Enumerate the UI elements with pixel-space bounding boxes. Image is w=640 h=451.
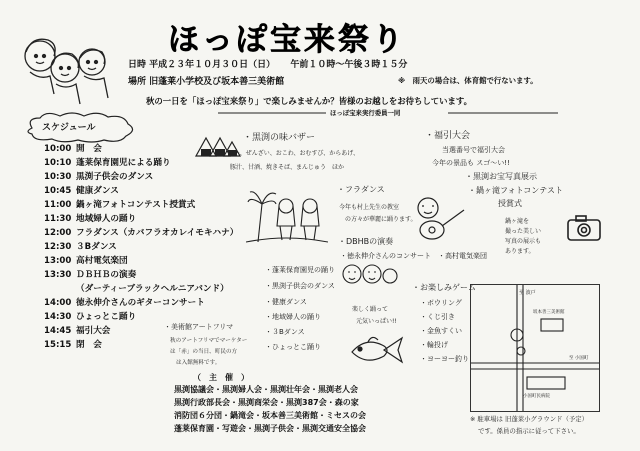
guitarist-illustration [410, 194, 466, 242]
schedule-event: 開 会 [76, 144, 102, 154]
sponsor-line: 消防団６分団・鍋滝会・坂本善三美術館・ミセスの会 [174, 411, 366, 420]
schedule-event: 健康ダンス [76, 186, 119, 196]
schedule-time: 13:00 [44, 256, 72, 266]
schedule-title: スケジュール [42, 123, 96, 133]
schedule-row [44, 240, 117, 252]
music-line2: ・徳永伸介さんのコンサート ・高村電気楽団 [340, 252, 487, 260]
game-item: ・輪投げ [420, 341, 448, 349]
dance-item: ・地域婦人の踊り [265, 313, 321, 321]
schedule-time: 14:30 [44, 312, 72, 322]
date-label: 日時 [128, 60, 147, 70]
schedule-row [44, 268, 136, 280]
photo-exhibit-line: ・黒渕お宝写真展示 [465, 172, 537, 181]
photo-note2: 撮った美しい [505, 228, 542, 235]
hula-line1: 今年も村上先生の教室 [339, 204, 400, 211]
schedule-event: フラダンス（カバフラオカレイモキハナ） [76, 228, 239, 238]
schedule-event: 鍋ヶ滝フォトコンテスト授賞式 [76, 200, 196, 210]
schedule-time: 15:15 [44, 340, 72, 350]
bazaar-line1: ガー、ぜんざい、おこわ、おむすび、からあげ、 [228, 150, 360, 157]
schedule-row [44, 226, 238, 238]
lottery-title: ・福引大会 [425, 131, 471, 141]
dancing-children-illustration [340, 262, 400, 294]
photo-note1: 鍋ヶ滝を [505, 218, 530, 225]
bazaar-line2: 豚汁、甘酒、焼きそば、まんじゅう ほか [230, 164, 345, 171]
schedule-time: 11:00 [44, 200, 72, 210]
museum-title: ・美術館アートフリマ [164, 323, 234, 331]
sponsor-line: 黒渕協議会・黒渕婦人会・黒渕壮年会・黒渕老人会 [174, 385, 358, 394]
schedule-row [44, 338, 102, 350]
camera-icon [566, 214, 602, 242]
schedule-event: 蓬莱保育園児による踊り [76, 158, 171, 168]
schedule-event: 福引大会 [76, 326, 111, 336]
schedule-event: （ダーティーブラックヘルニアバンド） [76, 284, 229, 294]
dance-bubble-line2: 元気いっぱい!! [356, 318, 397, 325]
schedule-event: ひょっとこ踊り [76, 312, 137, 322]
dance-item: ・蓬莱保育園児の踊り [265, 266, 335, 274]
lottery-line1: 当選番号で福引大会 [442, 146, 505, 154]
photo-contest-line: ・鍋ヶ滝フォトコンテスト [468, 186, 563, 195]
schedule-time: 10:10 [44, 158, 72, 168]
venue-label: 場所 [128, 77, 147, 87]
schedule-row [44, 170, 153, 182]
photo-award-line: 授賞式 [498, 199, 522, 208]
museum-line1: 秋のアートフリマでマーケター [170, 338, 248, 344]
parking-line1: ※ 駐車場は 旧蓬莱小グラウンド（予定） [470, 415, 589, 423]
schedule-row [44, 156, 171, 168]
organizer-text: ほっぽ宝来実行委員一同 [330, 109, 401, 117]
children-illustration [10, 28, 120, 110]
schedule-time: 12:30 [44, 242, 72, 252]
map-label-museum: 坂本善三美術館 [533, 310, 565, 315]
schedule-row [44, 212, 136, 224]
invitation-text: 秋の一日を「ほっぽ宝来祭り」で楽しみませんか？皆様のお越しをお待ちしています。 [146, 96, 472, 106]
photo-note4: あります。 [505, 248, 535, 255]
sponsor-line: 蓬莱保育園・写遊会・黒渕子供会・黒渕交通安全協会 [174, 424, 366, 433]
game-item: ・ヨーヨー釣り [420, 355, 469, 363]
organizer-rule [218, 110, 558, 116]
event-venue: 旧蓬莱小学校及び坂本善三美術館 [149, 77, 285, 87]
schedule-time: 14:00 [44, 298, 72, 308]
game-item: ・金魚すくい [420, 327, 462, 335]
museum-line2: は「赤」の当日、町民の方 [170, 349, 238, 355]
game-item: ・くじ引き [420, 313, 455, 321]
event-time: 午前１０時〜午後３時１５分 [290, 60, 408, 70]
event-date: 平成２３年１０月３０日（日） [149, 60, 276, 70]
sponsor-line: 黒渕行政部長会・黒渕商栄会・黒渕387会・森の家 [174, 398, 359, 407]
schedule-row [44, 296, 205, 308]
schedule-row [44, 142, 102, 154]
goldfish-illustration [344, 330, 406, 370]
rain-note: ※ 雨天の場合は、体育館で行ないます。 [398, 76, 538, 85]
bazaar-title: ・黒渕の味バザー [243, 133, 316, 143]
map-label-east: 至 小国町 [569, 356, 589, 361]
schedule-time: 13:30 [44, 270, 72, 280]
schedule-event: 徳永伸介さんのギターコンサート [76, 298, 205, 308]
photo-note3: 写真の展示も [505, 238, 542, 245]
schedule-time: 12:00 [44, 228, 72, 238]
hula-title: ・フラダンス [337, 185, 385, 194]
schedule-event: ３Bダンス [76, 242, 117, 252]
schedule-event: 黒渕子供会のダンス [76, 172, 154, 182]
schedule-time: 14:45 [44, 326, 72, 336]
schedule-row [44, 310, 136, 322]
game-item: ・ボウリング [420, 299, 462, 307]
schedule-time: 10:45 [44, 186, 72, 196]
music-line1: ・DBHBの演奏 [338, 237, 394, 246]
schedule-event: ＤＢＨＢの演奏 [76, 270, 137, 280]
flyer-title: ほっぽ宝来祭り [168, 22, 406, 58]
access-map [470, 284, 600, 412]
schedule-event: 閉 会 [76, 340, 102, 350]
schedule-row [44, 184, 119, 196]
parking-line2: です。係員の指示に従って下さい。 [478, 427, 580, 435]
schedule-row [44, 198, 195, 210]
dance-item: ・黒渕子供会のダンス [265, 282, 335, 290]
map-label-north: 至 波戸 [519, 290, 536, 296]
hula-dancers-illustration [246, 180, 328, 246]
schedule-time: 10:30 [44, 172, 72, 182]
schedule-row [44, 282, 229, 294]
schedule-event: 高村電気楽団 [76, 256, 128, 266]
games-title: ・お楽しみゲーム [412, 283, 476, 292]
dance-item: ・健康ダンス [265, 298, 307, 306]
schedule-time: 11:30 [44, 214, 72, 224]
schedule-time: 10:00 [44, 144, 72, 154]
schedule-row [44, 254, 128, 266]
hula-line2: の方々が華麗に踊ります。 [345, 216, 417, 223]
schedule-row [44, 324, 110, 336]
map-label-hospital: 小国町民病院 [523, 394, 550, 399]
dance-item: ・３Bダンス [265, 328, 305, 336]
lottery-line2: 今年の景品も スゴ〜い!! [432, 159, 510, 167]
dance-item: ・ひょっとこ踊り [265, 343, 321, 351]
schedule-event: 地域婦人の踊り [76, 214, 137, 224]
sponsors-title: （ 主 催 ） [193, 373, 249, 382]
museum-line3: は入館無料です。 [176, 360, 221, 366]
dance-bubble-line1: 楽しく踊って [352, 306, 389, 313]
